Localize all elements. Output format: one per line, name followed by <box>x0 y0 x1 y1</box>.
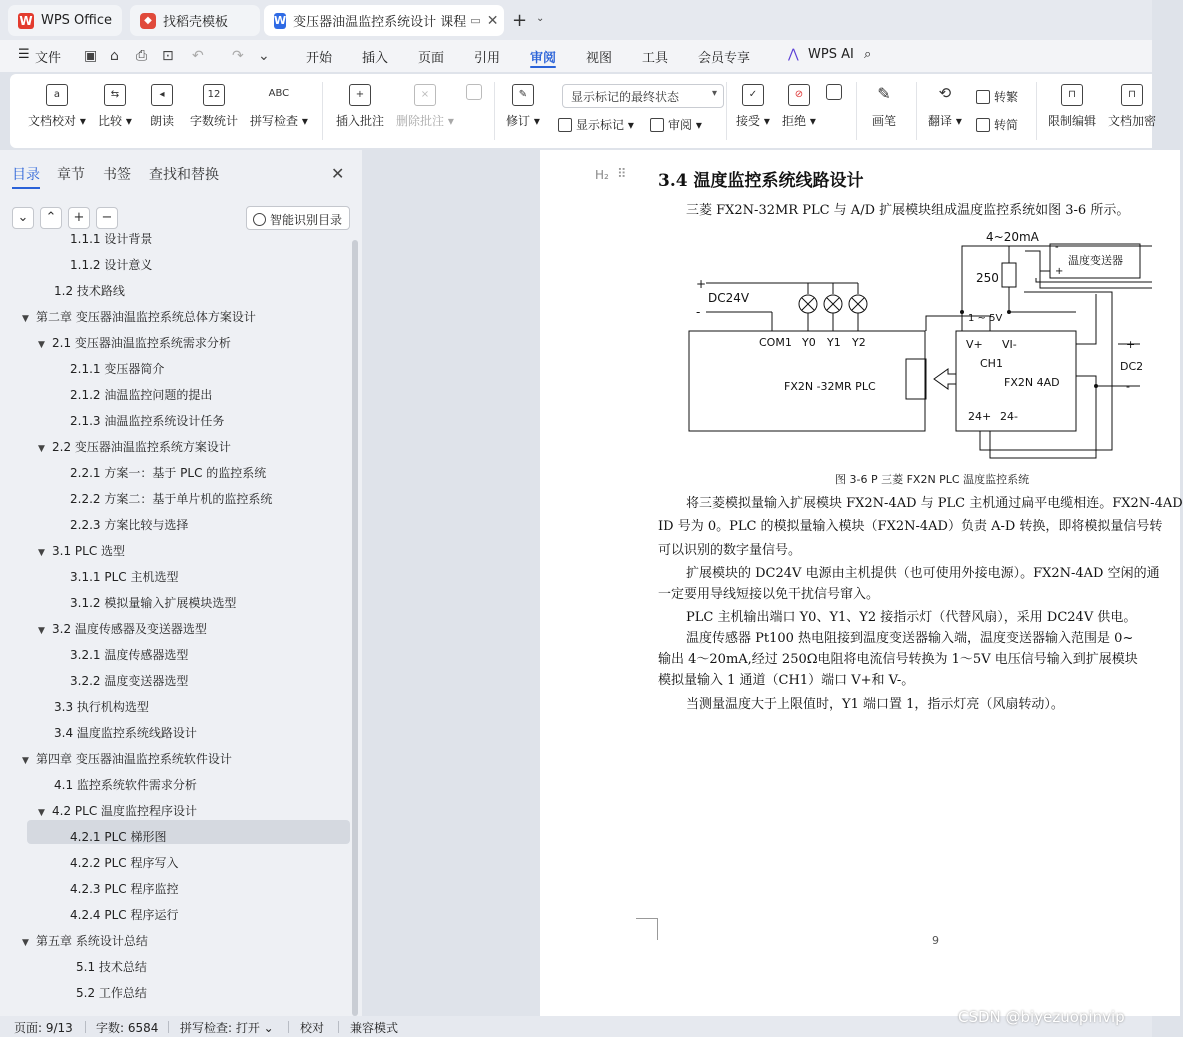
new-tab-icon[interactable]: + <box>512 10 528 31</box>
translate-icon: ⟲ <box>938 84 952 102</box>
ribbon-divider <box>856 82 857 140</box>
close-icon[interactable]: ✕ <box>331 164 345 183</box>
transmitter-plus: + <box>1055 266 1064 277</box>
menu-page[interactable]: 页面 <box>418 51 445 66</box>
dc-minus-label: - <box>696 305 701 319</box>
expand-up-button[interactable] <box>40 207 62 229</box>
dc-right-minus: - <box>1126 380 1130 393</box>
paragraph: ID 号为 0。PLC 的模拟量输入模块（FX2N-4AD）负责 A-D 转换，即将模拟量信号转 <box>658 519 1163 534</box>
transmitter-label: 温度变送器 <box>1068 254 1123 267</box>
toc-item[interactable]: 4.2.4 PLC 程序运行 <box>70 908 179 922</box>
ribbon-divider <box>1036 82 1037 140</box>
chevron-down-icon[interactable]: ⌄ <box>258 48 270 64</box>
wps-ai-icon[interactable]: ⋀ <box>788 47 799 62</box>
show-markup-button[interactable]: 显示标记 ▾ <box>558 116 634 133</box>
pen-icon: ✎ <box>877 84 891 103</box>
y2-label: Y2 <box>852 336 866 349</box>
dc24v-label: DC24V <box>708 291 750 305</box>
word-count[interactable]: 字数: 6584 <box>96 1021 159 1035</box>
watermark: CSDN @biyezuopinvip <box>958 1008 1125 1026</box>
menu-references[interactable]: 引用 <box>474 51 501 66</box>
page-number: 9 <box>932 934 939 947</box>
reject-button[interactable]: ⊘ 拒绝 ▾ <box>782 84 816 129</box>
paragraph: 可以识别的数字量信号。 <box>658 543 802 558</box>
word-count-button[interactable]: 12 字数统计 <box>190 84 238 129</box>
print-icon[interactable]: ⎙ <box>136 48 148 64</box>
show-markup-icon <box>558 118 572 132</box>
toc-item[interactable]: ▼ 3.2 温度传感器及变送器选型 <box>38 616 207 642</box>
tab-find-replace[interactable]: 查找和替换 <box>149 167 219 183</box>
tab-current-document[interactable] <box>264 5 504 36</box>
paragraph: PLC 主机输出端口 Y0、Y1、Y2 接指示灯（代替风扇），采用 DC24V 供电。 <box>686 610 1137 625</box>
toc-item[interactable]: 2.2.2 方案二：基于单片机的监控系统 <box>70 492 273 506</box>
prev-comment-button[interactable] <box>466 84 482 106</box>
plc-model-label: FX2N -32MR PLC <box>784 380 876 393</box>
review-pane-button[interactable]: 审阅 ▾ <box>650 116 702 133</box>
dc-plus-label: + <box>696 277 707 291</box>
display-mode-select[interactable]: 显示标记的最终状态 ▾ <box>562 84 724 108</box>
writer-doc-icon: W <box>274 14 287 27</box>
toc-item[interactable]: 3.3 执行机构选型 <box>54 700 149 714</box>
toc-item[interactable]: ▼ 4.2 PLC 温度监控程序设计 <box>38 798 197 824</box>
toc-item[interactable]: ▼ 2.1 变压器油温监控系统需求分析 <box>38 330 231 356</box>
drag-handle-icon[interactable]: ⠿ <box>617 167 625 182</box>
accept-button[interactable]: ✓ 接受 ▾ <box>736 84 770 129</box>
smart-toc-icon <box>253 213 266 226</box>
proofread-status[interactable]: 校对 <box>300 1021 325 1035</box>
print-preview-icon[interactable]: ⊡ <box>162 48 174 64</box>
share-icon[interactable]: ⌂ <box>110 48 119 64</box>
restrict-edit-icon: ⊓ <box>1061 84 1083 106</box>
toc-item[interactable]: 2.2.1 方案一：基于 PLC 的监控系统 <box>70 466 267 480</box>
menu-tools[interactable]: 工具 <box>642 51 669 66</box>
section-title: 3.4 温度监控系统线路设计 <box>658 171 864 191</box>
y0-label: Y0 <box>802 336 816 349</box>
ribbon-divider <box>322 82 323 140</box>
word-count-icon: 12 <box>203 84 225 106</box>
heading-level-marker: H₂ <box>595 168 609 182</box>
menu-wps-ai[interactable]: WPS AI <box>808 47 854 62</box>
voltage-range-label: 1 ~ 5V <box>968 313 1003 324</box>
comment-add-icon: + <box>349 84 371 106</box>
menu-home[interactable]: 开始 <box>306 51 333 66</box>
toc-item[interactable]: 2.1.2 油温监控问题的提出 <box>70 388 213 402</box>
toc-item[interactable]: 5.1 技术总结 <box>76 960 147 974</box>
title-tab-bar <box>0 0 1152 40</box>
status-divider <box>288 1021 289 1033</box>
circuit-diagram <box>680 226 1152 466</box>
collapse-all-button[interactable] <box>12 207 34 229</box>
read-aloud-icon: ◂ <box>151 84 173 106</box>
track-changes-button[interactable]: ✎ 修订 ▾ <box>506 84 540 129</box>
smart-toc-button[interactable]: 智能识别目录 <box>246 206 350 230</box>
caret-down-icon[interactable]: ▼ <box>38 444 45 454</box>
toc-item[interactable]: ▼ 3.1 PLC 选型 <box>38 538 125 564</box>
toc-item[interactable]: 2.2.3 方案比较与选择 <box>70 518 189 532</box>
toc-list <box>0 232 352 1016</box>
toc-item[interactable]: 3.1.1 PLC 主机选型 <box>70 570 179 584</box>
close-tab-icon[interactable]: ✕ <box>486 12 499 29</box>
toc-item[interactable]: 3.2.2 温度变送器选型 <box>70 674 189 688</box>
ribbon-divider <box>726 82 727 140</box>
simplified-icon <box>976 118 990 132</box>
toc-item[interactable]: ▼ 第二章 变压器油温监控系统总体方案设计 <box>22 304 256 330</box>
tab-bookmarks[interactable]: 书签 <box>103 167 131 183</box>
transmitter-minus: - <box>1055 242 1059 253</box>
caret-down-icon[interactable]: ▼ <box>22 314 29 324</box>
redo-icon[interactable]: ↷ <box>232 48 244 64</box>
caret-down-icon[interactable]: ▼ <box>38 548 45 558</box>
toc-item[interactable]: 4.1 监控系统软件需求分析 <box>54 778 197 792</box>
menu-member[interactable]: 会员专享 <box>698 51 751 66</box>
page-indicator[interactable]: 页面: 9/13 <box>14 1021 73 1035</box>
toc-item[interactable]: 1.1.1 设计背景 <box>70 232 153 246</box>
prev-comment-icon <box>466 84 482 100</box>
spell-check-button[interactable]: ABC 拼写检查 ▾ <box>250 84 308 129</box>
plus-icon: + <box>73 210 85 225</box>
pen-button[interactable]: ✎ 画笔 <box>872 84 897 128</box>
paragraph: 扩展模块的 DC24V 电源由主机提供（也可使用外接电源）。FX2N-4AD 空闲的通 <box>686 566 1160 581</box>
ad-model-label: FX2N 4AD <box>1004 376 1060 389</box>
compare-icon: ⇆ <box>104 84 126 106</box>
menu-review[interactable]: 审阅 <box>530 51 557 66</box>
caret-down-icon[interactable]: ▼ <box>38 626 45 636</box>
toc-item[interactable]: 2.1.3 油温监控系统设计任务 <box>70 414 225 428</box>
hamburger-icon[interactable]: ☰ <box>18 47 30 62</box>
y1-label: Y1 <box>827 336 841 349</box>
ribbon-divider <box>494 82 495 140</box>
menu-file[interactable]: 文件 <box>35 51 62 66</box>
restrict-edit-button[interactable]: ⊓ 限制编辑 <box>1048 84 1096 129</box>
spell-check-icon: ABC <box>268 88 290 99</box>
toc-item[interactable]: 4.2.2 PLC 程序写入 <box>70 856 179 870</box>
tab-sections[interactable]: 章节 <box>57 167 85 183</box>
insert-comment-button[interactable]: + 插入批注 <box>336 84 384 129</box>
toc-item[interactable]: 1.1.2 设计意义 <box>70 258 153 272</box>
tab-docer-templates[interactable] <box>130 5 260 36</box>
paragraph: 三菱 FX2N-32MR PLC 与 A/D 扩展模块组成温度监控系统如图 3-6 所示。 <box>686 203 1130 218</box>
p24minus-label: 24- <box>1000 410 1018 423</box>
active-tab-underline <box>12 187 40 189</box>
dc-right-plus: + <box>1126 338 1136 351</box>
accept-icon: ✓ <box>742 84 764 106</box>
tab-label: 找稻壳模板 <box>163 15 229 30</box>
doc-check-button[interactable]: a 文档校对 ▾ <box>28 84 86 129</box>
navigation-pane <box>0 150 362 1016</box>
toc-item[interactable]: 1.2 技术路线 <box>54 284 125 298</box>
toc-item[interactable]: 4.2.1 PLC 梯形图 <box>70 830 167 844</box>
menu-insert[interactable]: 插入 <box>362 51 389 66</box>
lock-icon: ⊓ <box>1121 84 1143 106</box>
wps-logo-icon: W <box>19 13 33 28</box>
menu-bar <box>0 40 1152 72</box>
current-label: 4~20mA <box>986 230 1039 244</box>
spell-check-status[interactable]: 拼写检查: 打开 ⌄ <box>180 1021 274 1035</box>
dc-right-label: DC2 <box>1120 360 1144 373</box>
chevron-down-icon: ▾ <box>711 88 717 99</box>
status-divider <box>85 1021 86 1033</box>
docer-logo-icon: ◆ <box>140 13 156 29</box>
figure-caption: 图 3-6 P 三菱 FX2N PLC 温度监控系统 <box>835 473 1030 486</box>
review-pane-icon <box>650 118 664 132</box>
toc-item[interactable]: 3.1.2 模拟量输入扩展模块选型 <box>70 596 237 610</box>
compat-mode-status: 兼容模式 <box>350 1021 399 1035</box>
prev-change-icon <box>826 84 842 100</box>
toc-item[interactable]: ▼ 第四章 变压器油温监控系统软件设计 <box>22 746 232 772</box>
chevron-down-icon: ⌄ <box>17 210 29 225</box>
paragraph: 温度传感器 Pt100 热电阻接到温度变送器输入端，温度变送器输入范围是 0~ <box>686 631 1134 646</box>
p24plus-label: 24+ <box>968 410 992 423</box>
tab-label: WPS Office <box>40 13 112 28</box>
traditional-icon <box>976 90 990 104</box>
vplus-label: V+ <box>966 338 983 351</box>
com1-label: COM1 <box>759 336 792 349</box>
translate-button[interactable]: ⟲ 翻译 ▾ <box>928 84 962 128</box>
chevron-down-icon[interactable]: ⌄ <box>536 13 545 24</box>
tab-wps-office[interactable] <box>8 5 122 36</box>
minus-icon: − <box>101 210 113 225</box>
toc-item[interactable]: ▼ 2.2 变压器油温监控系统方案设计 <box>38 434 231 460</box>
monitor-icon[interactable]: ▭ <box>470 14 481 27</box>
toc-item[interactable]: ▼ 第五章 系统设计总结 <box>22 928 148 954</box>
ribbon-divider <box>916 82 917 140</box>
tab-toc[interactable]: 目录 <box>12 167 40 183</box>
search-icon[interactable]: ⌕ <box>864 47 872 62</box>
toc-item[interactable]: 5.2 工作总结 <box>76 986 147 1000</box>
paragraph: 将三菱模拟量输入扩展模块 FX2N-4AD 与 PLC 主机通过扁平电缆相连。FX2N-4AD <box>686 496 1183 511</box>
read-aloud-button[interactable]: ◂ 朗读 <box>150 84 174 129</box>
status-divider <box>168 1021 169 1033</box>
doc-encrypt-button[interactable]: ⊓ 文档加密 <box>1108 84 1156 129</box>
prev-change-button[interactable] <box>826 84 842 106</box>
chevron-up-icon: ⌃ <box>45 210 57 225</box>
paragraph: 当测量温度大于上限值时，Y1 端口置 1，指示灯亮（风扇转动）。 <box>686 697 1064 712</box>
status-divider <box>338 1021 339 1033</box>
comment-delete-icon: × <box>414 84 436 106</box>
save-icon[interactable]: ▣ <box>84 48 98 64</box>
toc-scrollbar[interactable] <box>352 240 358 1016</box>
active-menu-underline <box>530 66 556 68</box>
doc-check-icon: a <box>46 84 68 106</box>
paragraph: 输出 4～20mA,经过 250Ω电阻将电流信号转换为 1～5V 电压信号输入到扩展模块 <box>658 652 1138 667</box>
ch1-label: CH1 <box>980 357 1003 370</box>
delete-comment-button[interactable]: × 删除批注 ▾ <box>396 84 454 129</box>
paragraph: 模拟量输入 1 通道（CH1）端口 V+和 V-。 <box>658 673 915 688</box>
toc-item[interactable]: 3.2.1 温度传感器选型 <box>70 648 189 662</box>
resistor-label: 250 <box>976 271 999 285</box>
toc-item[interactable]: 4.2.3 PLC 程序监控 <box>70 882 179 896</box>
compare-button[interactable]: ⇆ 比较 ▾ <box>98 84 132 129</box>
to-traditional-button[interactable]: 转繁 <box>976 88 1018 105</box>
page-corner-mark <box>636 918 658 940</box>
toc-item[interactable]: 2.1.1 变压器简介 <box>70 362 165 376</box>
track-changes-icon: ✎ <box>512 84 534 106</box>
reject-icon: ⊘ <box>788 84 810 106</box>
review-ribbon <box>10 74 1157 148</box>
to-simplified-button[interactable]: 转简 <box>976 116 1018 133</box>
menu-view[interactable]: 视图 <box>586 51 613 66</box>
undo-icon[interactable]: ↶ <box>192 48 204 64</box>
vminus-label: VI- <box>1002 338 1017 351</box>
caret-down-icon[interactable]: ▼ <box>22 756 29 766</box>
caret-down-icon[interactable]: ▼ <box>38 808 45 818</box>
paragraph: 一定要用导线短接以免干扰信号窜入。 <box>658 587 880 602</box>
caret-down-icon[interactable]: ▼ <box>38 340 45 350</box>
toc-item-selected[interactable]: 3.4 温度监控系统线路设计 <box>54 726 197 740</box>
tab-label: 变压器油温监控系统设计 课程 <box>293 15 467 30</box>
caret-down-icon[interactable]: ▼ <box>22 938 29 948</box>
